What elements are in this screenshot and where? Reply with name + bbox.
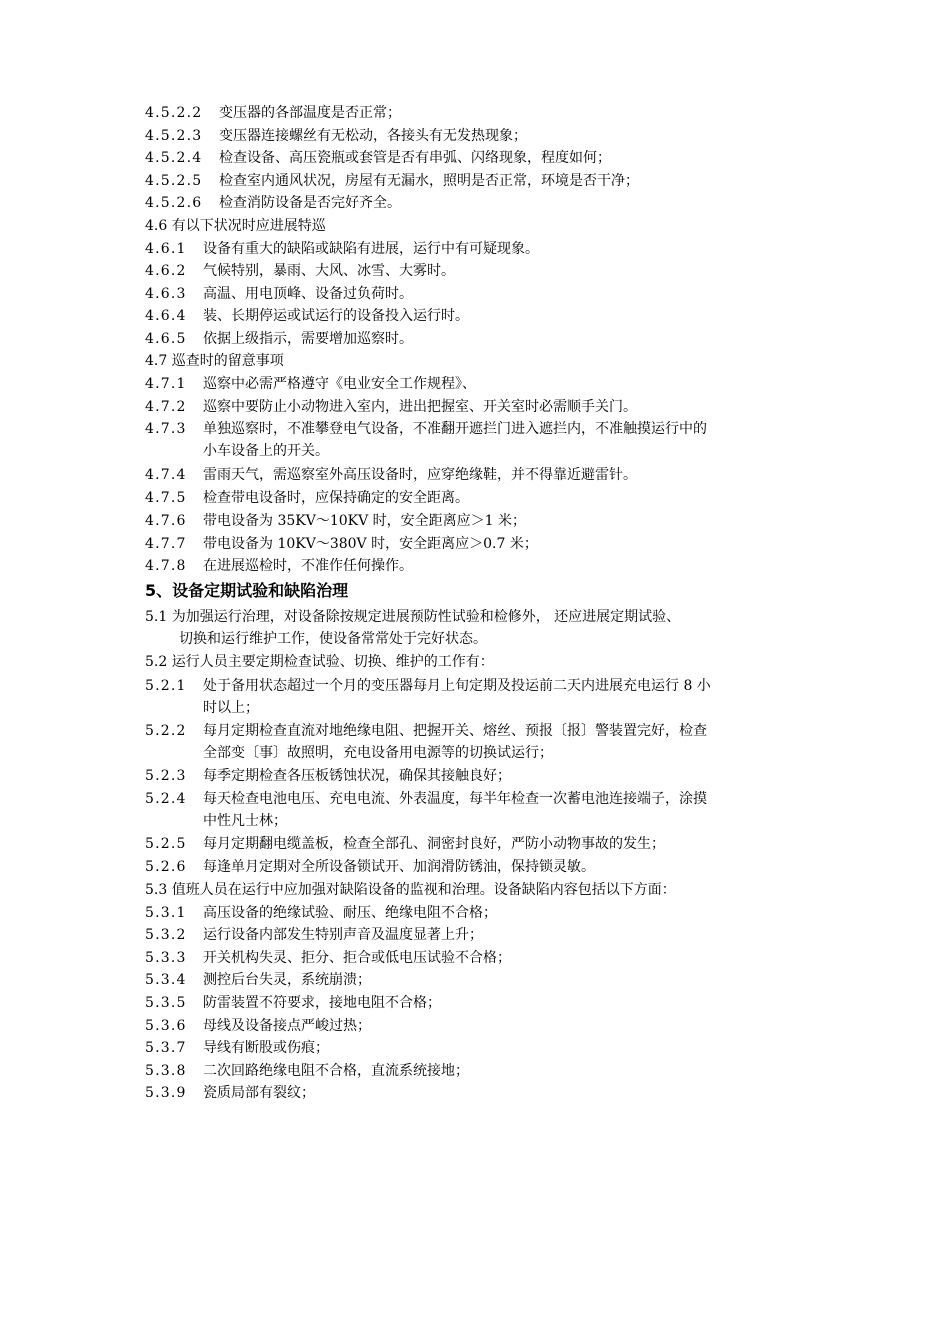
list-item: 5.3.9 瓷质局部有裂纹； (145, 1085, 315, 1101)
list-item: 5.3.6 母线及设备接点严峻过热； (145, 1018, 371, 1034)
document-page: 4.5.2.2 变压器的各部温度是否正常； 4.5.2.3 变压器连接螺丝有无松动，各接头有无发热现象； 4.5.2.4 检查设备、高压瓷瓶或套管是否有串弧、闪络现象，程度如何； 4.5.2.5 检查室内通风状况，房屋有无漏水，照明是否正常，环境是否干净； 4.5.2.6 检查消防设备是否完好齐全。 4.6 有以下状况时应进展特巡 4.6.1 设备有重大的缺陷或缺陷有进展，运行中有可疑现象。 4.6.2 气候特别，暴雨、大风、冰雪、大雾时。 4.6.3 高温、用电顶峰、设备过负荷时。 4.6.4 装、长期停运或试运行的设备投入运行时。 4.6.5 依据上级指示，需要增加巡察时。 4.7 巡查时的留意事项 4.7.1 巡察中必需严格遵守《电业安全工作规程》、 4.7.2 巡察中要防止小动物进入室内，进出把握室、开关室时必需顺手关门。 4.7.3 单独巡察时，不准攀登电气设备，不准翻开遮拦门进入遮拦内，不准触摸运行中的 小车设备上的开关。 4.7.4 雷雨天气，需巡察室外高压设备时，应穿绝缘鞋，并不得靠近避雷针。 4.7.5 检查带电设备时，应保持确定的安全距离。 4.7.6 带电设备为 35KV～10KV 时，安全距离应＞1 米； 4.7.7 带电设备为 10KV～380V 时，安全距离应＞0.7 米； 4.7.8 在进展巡检时，不准作任何操作。 5、设备定期试验和缺陷治理 5.1 为加强运行治理，对设备除按规定进展预防性试验和检修外， 还应进展定期试验、 切换和运行维护工作，使设备常常处于完好状态。 5.2 运行人员主要定期检查试验、切换、维护的工作有： 5.2.1 处于备用状态超过一个月的变压器每月上旬定期及投运前二天内进展充电运行 8 小 时以上； 5.2.2 每月定期检查直流对地绝缘电阻、把握开关、熔丝、预报〔报〕警装置完好，检查 全部变〔事〕故照明，充电设备用电源等的切换试运行； 5.2.3 每季定期检查各压板锈蚀状况，确保其接触良好； 5.2.4 每天检查电池电压、充电电流、外表温度，每半年检查一次蓄电池连接端子，涂摸 中性凡士林； 5.2.5 每月定期翻电缆盖板，检查全部孔、洞密封良好，严防小动物事故的发生； 5.2.6 每逢单月定期对全所设备锁试开、加润滑防锈油，保持锁灵敏。 5.3 值班人员在运行中应加强对缺陷设备的监视和治理。设备缺陷内容包括以下方面： 5.3.1 高压设备的绝缘试验、耐压、绝缘电阻不合格； 5.3.2 运行设备内部发生特别声音及温度显著上升； 5.3.3 开关机构失灵、拒分、拒合或低电压试验不合格； 5.3.4 测控后台失灵，系统崩溃； 5.3.5 防雷装置不符要求，接地电阻不合格； 5.3.6 母线及设备接点严峻过热； 5.3.7 导线有断股或伤痕； 5.3.8 二次回路绝缘电阻不合格，直流系统接地； 5.3.9 瓷质局部有裂纹； (145, 105, 711, 1101)
list-item: 5.3.1 高压设备的绝缘试验、耐压、绝缘电阻不合格； (145, 905, 497, 921)
list-item-continuation: 中性凡士林； (203, 813, 287, 829)
list-item: 5.3.4 测控后台失灵，系统崩溃； (145, 972, 371, 988)
list-item-continuation: 时以上； (203, 700, 259, 716)
list-item: 5.2.3 每季定期检查各压板锈蚀状况，确保其接触良好； (145, 768, 511, 784)
list-item: 4.7.4 雷雨天气，需巡察室外高压设备时，应穿绝缘鞋，并不得靠近避雷针。 (145, 467, 637, 483)
list-item: 4.5.2.2 变压器的各部温度是否正常； (145, 105, 401, 121)
list-item: 5.3.3 开关机构失灵、拒分、拒合或低电压试验不合格； (145, 950, 511, 966)
list-item-continuation: 全部变〔事〕故照明，充电设备用电源等的切换试运行； (203, 745, 553, 761)
list-item: 5.2.4 每天检查电池电压、充电电流、外表温度，每半年检查一次蓄电池连接端子，涂摸 (145, 791, 707, 807)
list-item: 4.6.3 高温、用电顶峰、设备过负荷时。 (145, 286, 413, 302)
list-item-continuation: 小车设备上的开关。 (203, 443, 329, 459)
list-item: 4.5.2.5 检查室内通风状况，房屋有无漏水，照明是否正常，环境是否干净； (145, 173, 639, 189)
list-item: 4.6.2 气候特别，暴雨、大风、冰雪、大雾时。 (145, 263, 455, 279)
list-item: 5.3.8 二次回路绝缘电阻不合格，直流系统接地； (145, 1063, 469, 1079)
list-item: 4.7.2 巡察中要防止小动物进入室内，进出把握室、开关室时必需顺手关门。 (145, 399, 637, 415)
list-item: 5.2.1 处于备用状态超过一个月的变压器每月上旬定期及投运前二天内进展充电运行 8 小 (145, 678, 711, 694)
list-item: 4.7.1 巡察中必需严格遵守《电业安全工作规程》、 (145, 376, 476, 392)
list-item: 4.5.2.3 变压器连接螺丝有无松动，各接头有无发热现象； (145, 128, 527, 144)
list-item: 4.6.1 设备有重大的缺陷或缺陷有进展，运行中有可疑现象。 (145, 241, 539, 257)
section-heading: 5、设备定期试验和缺陷治理 (145, 581, 349, 600)
list-item: 5.3.2 运行设备内部发生特别声音及温度显著上升； (145, 927, 483, 943)
list-item: 4.7.7 带电设备为 10KV～380V 时，安全距离应＞0.7 米； (145, 536, 538, 552)
list-item: 4.6.5 依据上级指示，需要增加巡察时。 (145, 331, 413, 347)
list-item: 5.3.5 防雷装置不符要求，接地电阻不合格； (145, 995, 441, 1011)
list-item: 4.7.8 在进展巡检时，不准作任何操作。 (145, 558, 413, 574)
list-item: 4.7.6 带电设备为 35KV～10KV 时，安全距离应＞1 米； (145, 513, 527, 529)
paragraph-continuation: 切换和运行维护工作，使设备常常处于完好状态。 (179, 631, 487, 647)
list-item: 4.5.2.4 检查设备、高压瓷瓶或套管是否有串弧、闪络现象，程度如何； (145, 150, 611, 166)
list-item: 4.7.5 检查带电设备时，应保持确定的安全距离。 (145, 490, 469, 506)
list-item: 5.2.6 每逢单月定期对全所设备锁试开、加润滑防锈油，保持锁灵敏。 (145, 859, 595, 875)
list-item: 5.2.2 每月定期检查直流对地绝缘电阻、把握开关、熔丝、预报〔报〕警装置完好，检查 (145, 723, 707, 739)
list-item: 4.7.3 单独巡察时，不准攀登电气设备，不准翻开遮拦门进入遮拦内，不准触摸运行中的 (145, 421, 707, 437)
list-item: 4.6.4 装、长期停运或试运行的设备投入运行时。 (145, 308, 469, 324)
list-item: 5.3.7 导线有断股或伤痕； (145, 1040, 329, 1056)
list-item: 5.2.5 每月定期翻电缆盖板，检查全部孔、洞密封良好，严防小动物事故的发生； (145, 836, 665, 852)
list-item: 4.5.2.6 检查消防设备是否完好齐全。 (145, 195, 401, 211)
